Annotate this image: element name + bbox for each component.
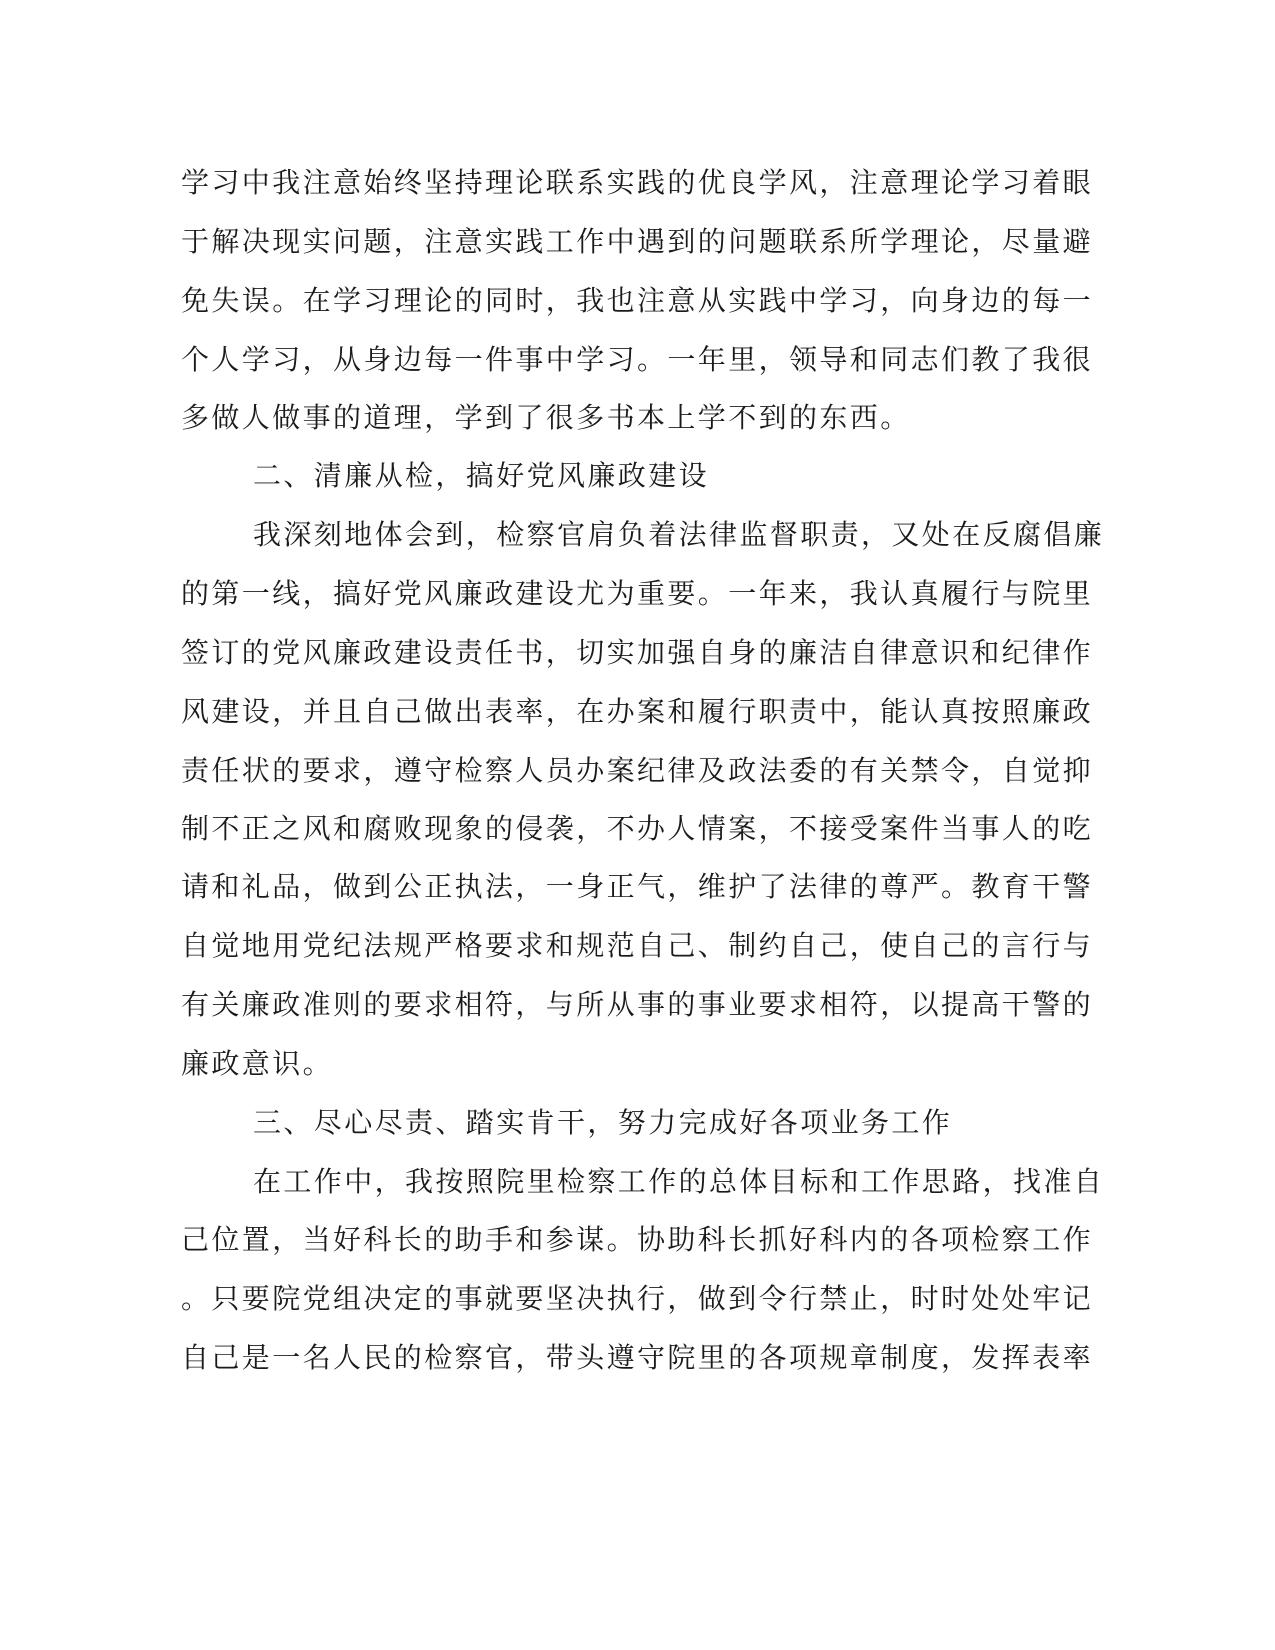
section-heading: 二、清廉从检，搞好党风廉政建设 — [253, 459, 710, 492]
body-text-line: 己位置，当好科长的助手和参谋。协助科长抓好科内的各项检察工作 — [181, 1223, 1094, 1256]
body-text-line: 自己是一名人民的检察官，带头遵守院里的各项规章制度，发挥表率 — [181, 1341, 1094, 1374]
body-text-line: 签订的党风廉政建设责任书，切实加强自身的廉洁自律意识和纪律作 — [181, 636, 1094, 669]
body-text-line: 制不正之风和腐败现象的侵袭，不办人情案，不接受案件当事人的吃 — [181, 812, 1094, 845]
body-text-line: 个人学习，从身边每一件事中学习。一年里，领导和同志们教了我很 — [181, 343, 1094, 376]
body-text-line: 多做人做事的道理，学到了很多书本上学不到的东西。 — [181, 401, 911, 434]
body-text-line: 自觉地用党纪法规严格要求和规范自己、制约自己，使自己的言行与 — [181, 929, 1094, 962]
section-heading: 三、尽心尽责、踏实肯干，努力完成好各项业务工作 — [253, 1106, 953, 1139]
body-text-line: 学习中我注意始终坚持理论联系实践的优良学风，注意理论学习着眼 — [181, 166, 1094, 199]
body-text-line: 。只要院党组决定的事就要坚决执行，做到令行禁止，时时处处牢记 — [181, 1282, 1094, 1315]
body-text-line: 免失误。在学习理论的同时，我也注意从实践中学习，向身边的每一 — [181, 284, 1094, 317]
body-text-line: 于解决现实问题，注意实践工作中遇到的问题联系所学理论，尽量避 — [181, 225, 1094, 258]
body-text-line: 我深刻地体会到，检察官肩负着法律监督职责，又处在反腐倡廉 — [253, 518, 1105, 551]
body-text-line: 在工作中，我按照院里检察工作的总体目标和工作思路，找准自 — [253, 1165, 1105, 1198]
body-text-line: 有关廉政准则的要求相符，与所从事的事业要求相符，以提高干警的 — [181, 988, 1094, 1021]
body-text-line: 的第一线，搞好党风廉政建设尤为重要。一年来，我认真履行与院里 — [181, 577, 1094, 610]
body-text-line: 请和礼品，做到公正执法，一身正气，维护了法律的尊严。教育干警 — [181, 870, 1094, 903]
body-text-line: 风建设，并且自己做出表率，在办案和履行职责中，能认真按照廉政 — [181, 695, 1094, 728]
body-text-line: 廉政意识。 — [181, 1047, 334, 1080]
body-text-line: 责任状的要求，遵守检察人员办案纪律及政法委的有关禁令，自觉抑 — [181, 754, 1094, 787]
